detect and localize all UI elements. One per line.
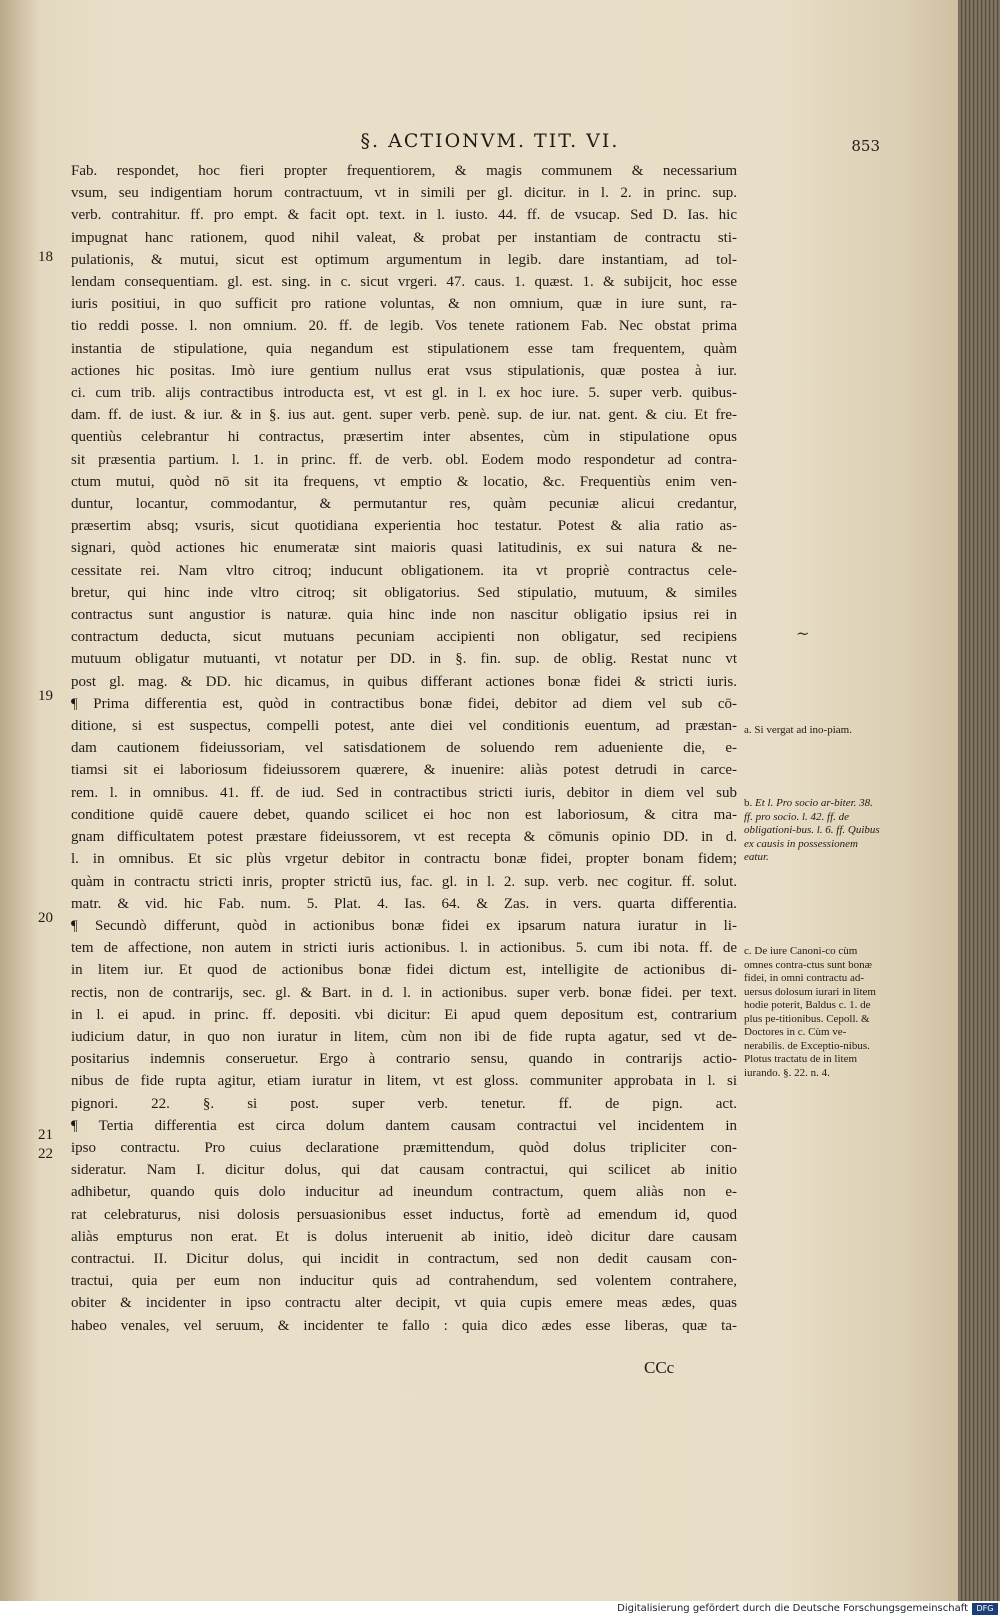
text-line: sideratur. Nam I. dicitur dolus, qui dat causam contractui, qui scilicet ab initio [71, 1162, 737, 1179]
running-header: §. ACTIONVM. TIT. VI. [360, 130, 620, 152]
text-line: dam cautionem fideiussoriam, vel satisdationem de soluendo rem adueniente die, e- [71, 740, 737, 757]
sidenote-label: a. [744, 724, 752, 736]
text-line: l. in omnibus. Et sic plùs vrgetur debitor in contractu bonæ fidei, propter bonam fidem; [71, 851, 737, 868]
text-line: habeo venales, vel seruum, & incidenter te fallo : quia dico ædes esse liberas, quæ ta- [71, 1317, 737, 1334]
sidenote-text: Et l. Pro socio ar-biter. 38. ff. pro socio. l. 42. ff. de obligationi-bus. l. 6. ff. Quibus ex causis in possessionem eatur. [744, 797, 880, 863]
text-line: tem de affectione, non autem in stricti iuris actionibus. l. in actionibus. 5. cum ibi nota. ff. de [71, 940, 737, 957]
text-line: rem. l. in omnibus. 41. ff. de iud. Sed in contractibus stricti iuris, debitor in diem vel sub [71, 784, 737, 801]
margin-number: 21 [38, 1127, 53, 1143]
sidenote-text: Si vergat ad ino-piam. [754, 724, 852, 736]
sidenote-b [744, 797, 884, 865]
page-number: 853 [851, 137, 880, 155]
text-line: vsum, seu indigentiam horum contractuum, vt in simili per gl. dicitur. in l. 2. in princ. sup. [71, 185, 737, 202]
text-line: in l. ei apud. in princ. ff. depositi. vbi dicitur: Ei apud quem depositum est, contrarium [71, 1006, 737, 1023]
text-line: ci. cum trib. alijs contractibus introducta est, vt est gl. in l. ex hoc iure. 5. super verb. quibus- [71, 385, 737, 402]
text-line: actiones hic positas. Imò iure gentium nullus erat vsus stipulationis, quæ postea à iur. [71, 362, 737, 379]
text-line: tiamsi sit ei laboriosum fideiussorem quærere, & inuenire: aliàs potest detrudi in carce- [71, 762, 737, 779]
text-line: ¶ Secundò differunt, quòd in actionibus bonæ fidei ex ipsarum natura iuratur in li- [71, 917, 737, 934]
text-line: mutuum obligatur mutuanti, vt notatur per DD. in §. fin. sup. de oblig. Restat nunc vt [71, 651, 737, 668]
margin-number: 18 [38, 249, 53, 265]
text-line: contractus sunt angustior is naturæ. quia hinc inde non nascitur obligatio ipsius rei in [71, 607, 737, 624]
text-line: tio reddi posse. l. non omnium. 20. ff. de legib. Vos tenete rationem Fab. Nec obstat prima [71, 318, 737, 335]
text-line: nibus de fide rupta agitur, etiam iuratur in litem, vt est gloss. communiter approbata in l. si [71, 1073, 737, 1090]
text-line: iudicium datur, in quo non iuratur in litem, cùm non ibi de fide rupta agatur, sed vt de- [71, 1028, 737, 1045]
text-line: sit præsentia partium. l. 1. in princ. ff. de verb. obl. Eodem modo respondetur ad contra- [71, 451, 737, 468]
sidenote-text: De iure Canoni-co cùm omnes contra-ctus sunt bonæ fidei, in omni contractu ad-uersus dolosum iurari in litem hodie poterit, Baldus c. 1. de plus pe-titionibus. Cepoll. & Doctores in c. Cùm ve-nerabilis. de Exceptio-nibus. Plotus tractatu de in litem iurando. §. 22. n. 4. [744, 945, 876, 1079]
text-line: ctum mutui, quòd nō sit ita frequens, vt emptio & locatio, &c. Frequentiùs enim ven- [71, 473, 737, 490]
text-line: aliàs empturus non erat. Et is dolus interuenit ab initio, ideò dicitur dare causam [71, 1228, 737, 1245]
catchword: CCc [644, 1358, 675, 1377]
text-line: tractui, quia per eum non inducitur quis ad contrahendum, sed volentem contrahere, [71, 1273, 737, 1290]
sidenote-c [744, 945, 884, 1080]
text-line: obiter & incidenter in ipso contractu alter decipit, vt quia cupis emere meas ædes, quas [71, 1295, 737, 1312]
text-line: Fab. respondet, hoc fieri propter frequentiorem, & magis communem & necessarium [71, 163, 737, 179]
text-line: matr. & vid. hic Fab. num. 5. Plat. 4. Ias. 64. & Zas. in vers. quarta differentia. [71, 895, 737, 912]
text-line: cessitate rei. Nam vltro citroq; inducunt obligationem. ita vt propriè contractus cele- [71, 562, 737, 579]
margin-number: 20 [38, 910, 53, 926]
text-line: ¶ Prima differentia est, quòd in contractibus bonæ fidei, debitor ad diem vel sub cō- [71, 695, 737, 712]
text-line: ditione, si est suspectus, compelli potest, ante diei vel conditionis euentum, ad præstan- [71, 718, 737, 735]
text-line: instantia de stipulatione, quia negandum est stipulationem esse tam frequentem, quàm [71, 340, 737, 357]
footer-text: Digitalisierung gefördert durch die Deutsche Forschungsgemeinschaft [617, 1603, 968, 1614]
dfg-logo: DFG [972, 1603, 998, 1615]
text-line: gnam difficultatem potest præstare fideiussorem, vt est recepta & cōmunis opinio DD. in d. [71, 829, 737, 846]
text-line: ¶ Tertia differentia est circa dolum dantem causam contractui vel incidentem in [71, 1117, 737, 1134]
text-line: pulationis, & mutui, sicut est optimum argumentum in legib. dare instantiam, ad tol- [71, 251, 737, 268]
digitization-footer [0, 1601, 1000, 1617]
text-line: quentiùs celebrantur hi contractus, præsertim inter absentes, cùm in stipulatione opus [71, 429, 737, 446]
text-line: conditione quidē cauere debet, quando scilicet ei hoc non est laboriosum, & citra ma- [71, 806, 737, 823]
text-line: rat celebraturus, nisi dolosis persuasionibus esset inductus, fortè ad emendum id, quod [71, 1206, 737, 1223]
text-line: rectis, non de contrarijs, sec. gl. & Bart. in d. l. in actionibus. super verb. bonæ fidei. per text. [71, 984, 737, 1001]
page-edge-stack [958, 0, 1000, 1617]
text-line: positarius indemnis conseruetur. Ergo à contrario sensu, quando in contrarijs actio- [71, 1051, 737, 1068]
text-line: ipso contractu. Pro cuius declaratione præmittendum, quòd dolus tripliciter con- [71, 1139, 737, 1156]
text-line: duntur, locantur, commodantur, & permutantur res, quàm pecuniæ alicui credantur, [71, 496, 737, 513]
sidenote-a [744, 724, 884, 738]
text-line: iuris positiui, in quo sufficit pro ratione voluntas, & non omnium, quæ in iure sunt, ra- [71, 296, 737, 313]
text-line: post gl. mag. & DD. hic dicamus, in quibus differant actiones bonæ fidei & stricti iuris. [71, 673, 737, 690]
sidenote-label: b. [744, 797, 753, 809]
ink-mark: ~ [796, 624, 810, 643]
text-line: præsertim absq; vsuris, sicut quotidiana experientia hoc testatur. Potest & alia ratio as- [71, 518, 737, 535]
text-line: impugnat hanc rationem, quod nihil valeat, & probat per instantiam de contractu sti- [71, 229, 737, 246]
text-line: contractum deducta, sicut mutuans pecuniam accipienti non obligatur, sed recipiens [71, 629, 737, 646]
margin-number: 19 [38, 688, 53, 704]
text-line: dam. ff. de iust. & iur. & in §. ius aut. gent. super verb. penè. sup. de iur. nat. gent. & ciu. Et fre- [71, 407, 737, 424]
text-line: verb. contrahitur. ff. pro empt. & facit opt. text. in l. iusto. 44. ff. de vsucap. Sed D. Ias. hic [71, 207, 737, 224]
text-line: bretur, qui hinc inde vltro citroq; sit obligatorius. Sed stipulatio, mutuum, & similes [71, 584, 737, 601]
margin-number: 22 [38, 1146, 53, 1162]
text-line: adhibetur, quando quis dolo inducitur ad ineundum contractum, quem aliàs non e- [71, 1184, 737, 1201]
sidenote-label: c. [744, 945, 752, 957]
text-line: contractui. II. Dicitur dolus, qui incidit in contractum, sed non dedit causam con- [71, 1250, 737, 1267]
text-line: signari, quòd actiones hic enumeratæ sint maioris quasi latitudinis, ex sui natura & ne- [71, 540, 737, 557]
main-text-block [71, 160, 737, 1337]
text-line: quàm in contractu stricti inris, propter strictū ius, fac. gl. in l. 2. sup. verb. nec cogitur. ff. solut. [71, 873, 737, 890]
text-line: lendam consequentiam. gl. est. sing. in c. sicut vrgeri. 47. caus. 1. quæst. 1. & subijcit, hoc esse [71, 274, 737, 291]
text-line: in litem iur. Et quod de actionibus bonæ fidei dictum est, intelligite de actionibus di- [71, 962, 737, 979]
text-line: pignori. 22. §. si post. super verb. tenetur. ff. de pign. act. [71, 1095, 737, 1112]
